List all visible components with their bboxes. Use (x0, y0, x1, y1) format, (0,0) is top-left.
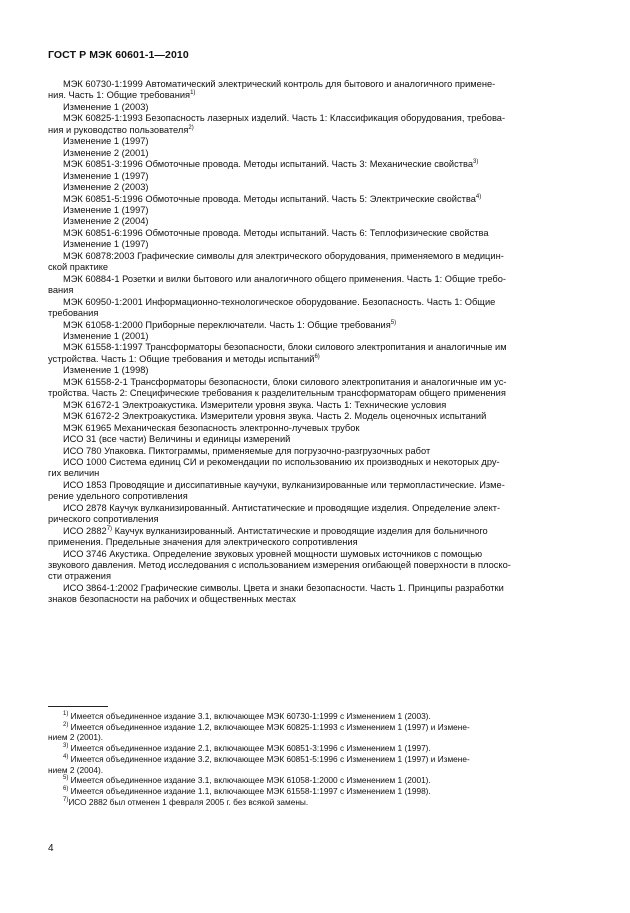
reference-item-cont: устройства. Часть 1: Общие требования и методы испытаний$^{6)}$ (48, 353, 320, 364)
reference-item: МЭК 60730-1:1999 Автоматический электрический контроль для бытового и аналогичного примене- (63, 79, 496, 89)
footnote-cont: нием 2 (2001). (48, 732, 104, 743)
footnote: $^{5)}$ Имеется объединенное издание 3.1, включающее МЭК 61058-1:2000 с Изменением 1 (2001). (63, 775, 431, 786)
reference-item: МЭК 60950-1:2001 Информационно-технологическое оборудование. Безопасность. Часть 1: Общие (63, 296, 496, 307)
reference-item-cont: рение удельного сопротивления (48, 491, 188, 502)
footnote-ref: 2) (188, 124, 194, 131)
footnote-ref: 5) (390, 319, 397, 326)
page-number: 4 (48, 843, 54, 854)
reference-item-cont: рического сопротивления (48, 514, 159, 525)
reference-item-cont: вания (48, 285, 74, 296)
reference-item-cont: требования (48, 308, 99, 319)
footnotes (48, 711, 582, 807)
footnote-cont: нием 2 (2004). (48, 764, 104, 775)
reference-item: МЭК 60851-5:1996 Обмоточные провода. Методы испытаний. Часть 5: Электрические свойства$^{4)}$ (63, 193, 482, 204)
reference-item-cont: звукового давления. Метод исследования с использованием измерения огибающей поверхности в плоско- (48, 560, 511, 571)
reference-item: МЭК 61672-2 Электроакустика. Измерители уровня звука. Часть 2. Модель оценочных испытаний (63, 411, 487, 422)
footnote-ref: 7) (106, 525, 113, 532)
footnote: $^{6)}$ Имеется объединенное издание 1.1, включающее МЭК 61558-1:1997 с Изменением 1 (1998). (63, 785, 431, 796)
reference-item: МЭК 60851-3:1996 Обмоточные провода. Методы испытаний. Часть 3: Механические свойства$^{3)}$ (63, 159, 479, 170)
footnote-ref: 1) (190, 90, 196, 97)
footnote-ref: 3) (473, 159, 479, 166)
footnote: $^{2)}$ Имеется объединенное издание 1.2, включающее МЭК 60825-1:1993 с Изменением 1 (1997) и Измене- (63, 721, 470, 732)
reference-item: МЭК 60825-1:1993 Безопасность лазерных изделий. Часть 1: Классификация оборудования, требова- (63, 113, 506, 124)
footnote-divider (48, 706, 108, 707)
reference-item: МЭК 61058-1:2000 Приборные переключатели. Часть 1: Общие требования$^{5)}$ (63, 319, 397, 330)
reference-item-cont: сти отражения (48, 571, 111, 582)
footnote: $^{3)}$ Имеется объединенное издание 2.1, включающее МЭК 60851-3:1996 с Изменением 1 (1997). (63, 743, 431, 754)
reference-item: ИСО 3746 Акустика. Определение звуковых уровней мощности шумовых источников с помощью (63, 548, 483, 559)
footnote-ref: 4) (475, 193, 482, 200)
references-list (48, 79, 582, 606)
reference-item: ИСО 31 (все части) Величины и единицы измерений (63, 434, 291, 445)
reference-item: Изменение 1 (2001) (63, 330, 149, 341)
footnote: $^{1)}$ Имеется объединенное издание 3.1, включающее МЭК 60730-1:1999 с Изменением 1 (2003). (63, 711, 431, 721)
reference-item: ИСО 1000 Система единиц СИ и рекомендации по использованию их производных и некоторых дру- (63, 456, 500, 467)
reference-item: Изменение 1 (1997) (63, 136, 149, 147)
reference-item-cont: ния и руководство пользователя$^{2)}$ (48, 124, 194, 135)
reference-item: ИСО 1853 Проводящие и диссипативные каучуки, вулканизированные или термопластические. Изме- (63, 479, 505, 490)
reference-item: МЭК 61672-1 Электроакустика. Измерители уровня звука. Часть 1: Технические условия (63, 399, 447, 410)
reference-item: МЭК 61558-2-1 Трансформаторы безопасности, блоки силового электропитания и аналогичные им ус- (63, 376, 507, 387)
footnote: $^{4)}$ Имеется объединенное издание 3.2, включающее МЭК 60851-5:1996 с Изменением 1 (1997) и Измене- (63, 753, 470, 764)
footnote: $^{7)}$ИСО 2882 был отменен 1 февраля 2005 г. без всякой замены. (63, 796, 309, 807)
reference-item: Изменение 2 (2001) (63, 147, 149, 158)
reference-item-cont: знаков безопасности на рабочих и общественных местах (48, 594, 296, 605)
footnote-ref: 6) (314, 353, 320, 360)
reference-item: ИСО 2878 Каучук вулканизированный. Антистатические и проводящие изделия. Определение элект- (63, 502, 501, 513)
document-header: ГОСТ Р МЭК 60601-1—2010 (48, 49, 189, 61)
reference-item: ИСО 3864-1:2002 Графические символы. Цвета и знаки безопасности. Часть 1. Принципы разработки (63, 582, 504, 593)
reference-item: Изменение 1 (1997) (63, 170, 149, 181)
reference-item-cont: ской практике (48, 262, 109, 273)
reference-item: Изменение 2 (2003) (63, 182, 149, 193)
reference-item: Изменение 1 (1998) (63, 365, 149, 376)
reference-item-cont: ния. Часть 1: Общие требования$^{1)}$ (48, 90, 196, 101)
reference-item: Изменение 1 (1997) (63, 204, 149, 215)
reference-item: Изменение 1 (2003) (63, 101, 149, 112)
reference-item: Изменение 1 (1997) (63, 239, 149, 250)
reference-item: МЭК 60884-1 Розетки и вилки бытового или аналогичного общего применения. Часть 1: Общие требо- (63, 273, 507, 284)
reference-item: МЭК 60851-6:1996 Обмоточные провода. Методы испытаний. Часть 6: Теплофизические свойства (63, 227, 489, 238)
reference-item-cont: тройства. Часть 2: Специфические требования к разделительным трансформаторам общего применения (48, 388, 506, 399)
reference-item: ИСО 780 Упаковка. Пиктограммы, применяемые для погрузочно-разгрузочных работ (63, 445, 431, 456)
reference-item: МЭК 61965 Механическая безопасность электронно-лучевых трубок (63, 422, 360, 433)
reference-item: Изменение 2 (2004) (63, 216, 149, 227)
reference-item: МЭК 61558-1:1997 Трансформаторы безопасности, блоки силового электропитания и аналогичные им (63, 342, 507, 353)
reference-item-cont: гих величин (48, 468, 100, 479)
reference-item: ИСО 2882$^{7)}$ Каучук вулканизированный. Антистатические и проводящие изделия для больничного (63, 525, 488, 536)
reference-item-cont: применения. Предельные значения для электрического сопротивления (48, 537, 358, 548)
reference-item: МЭК 60878:2003 Графические символы для электрического оборудования, применяемого в медицин- (63, 250, 504, 261)
